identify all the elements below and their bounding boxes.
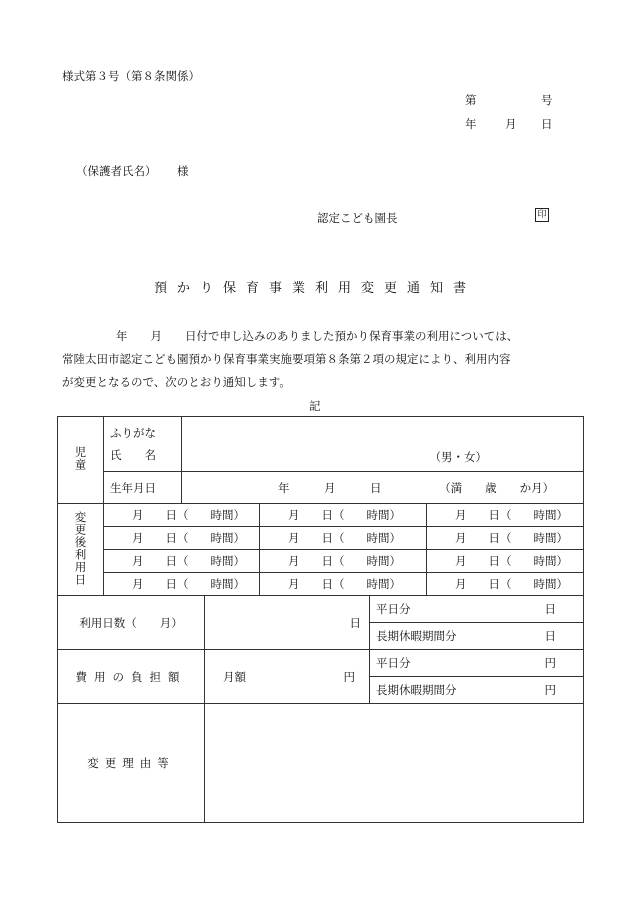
body-line-1: 年 月 日付で申し込みのありました預かり保育事業の利用については、 (116, 329, 519, 343)
monthly-cost-field[interactable] (205, 650, 370, 704)
date-slot[interactable]: 月 日（ 時間） (260, 550, 427, 573)
guardian-name-label: （保護者氏名） (76, 164, 157, 178)
date-day: 日 (541, 117, 553, 131)
seal-mark: 印 (535, 208, 549, 222)
gender-choice: （男・女） (429, 450, 487, 464)
reason-field[interactable] (205, 704, 584, 823)
date-slot[interactable]: 月 日（ 時間） (104, 550, 260, 573)
age-value: （満 歳 か月） (439, 480, 555, 495)
long-holiday-cost-field[interactable]: 長期休暇期間分 円 (370, 677, 584, 704)
date-year: 年 (465, 117, 477, 131)
date-slot[interactable]: 月 日（ 時間） (427, 504, 584, 527)
birth-date-value: 年 月 日 (278, 480, 382, 495)
date-slot[interactable]: 月 日（ 時間） (104, 573, 260, 596)
date-slot[interactable]: 月 日（ 時間） (427, 527, 584, 550)
name-label: 氏 名 (110, 448, 156, 462)
number-dai: 第 (465, 93, 477, 107)
yen-unit: 円 (343, 669, 355, 684)
date-slot[interactable]: 月 日（ 時間） (260, 573, 427, 596)
date-slot[interactable]: 月 日（ 時間） (427, 550, 584, 573)
cost-label: 費用の負担額 (58, 650, 205, 704)
usage-days-label: 利用日数（ 月） (58, 596, 205, 650)
long-holiday-days-field[interactable]: 長期休暇期間分 日 (370, 623, 584, 650)
ki-label: 記 (309, 399, 321, 413)
birth-field[interactable] (182, 472, 584, 504)
body-line-3: が変更となるので、次のとおり通知します。 (62, 375, 291, 389)
body-text (62, 325, 582, 394)
notice-table (57, 416, 584, 823)
date-slot[interactable]: 月 日（ 時間） (260, 504, 427, 527)
sender-title: 認定こども園長 (317, 211, 398, 225)
date-slot[interactable]: 月 日（ 時間） (427, 573, 584, 596)
furigana-label: ふりがな (110, 426, 156, 440)
form-id: 様式第３号（第８条関係） (62, 69, 200, 83)
date-slot[interactable]: 月 日（ 時間） (260, 527, 427, 550)
usage-days-field[interactable] (205, 596, 370, 650)
name-field[interactable] (182, 417, 584, 472)
body-line-2: 常陸太田市認定こども園預かり保育事業実施要項第８条第２項の規定により、利用内容 (62, 352, 511, 366)
name-label-cell (104, 417, 182, 472)
document-title: 預かり保育事業利用変更通知書 (153, 281, 476, 296)
honorific: 様 (177, 164, 189, 178)
reason-label: 変更理由等 (58, 704, 205, 823)
changed-dates-label-cell: 変更後利用日 (58, 504, 104, 596)
monthly-label: 月額 (223, 669, 246, 684)
date-month: 月 (505, 117, 517, 131)
weekday-days-field[interactable]: 平日分 日 (370, 596, 584, 623)
number-go: 号 (541, 93, 553, 107)
date-slot[interactable]: 月 日（ 時間） (104, 527, 260, 550)
child-label-cell: 児童 (58, 417, 104, 504)
date-slot[interactable]: 月 日（ 時間） (104, 504, 260, 527)
days-unit: 日 (349, 615, 361, 630)
birth-label: 生年月日 (104, 472, 182, 504)
weekday-cost-field[interactable]: 平日分 円 (370, 650, 584, 677)
